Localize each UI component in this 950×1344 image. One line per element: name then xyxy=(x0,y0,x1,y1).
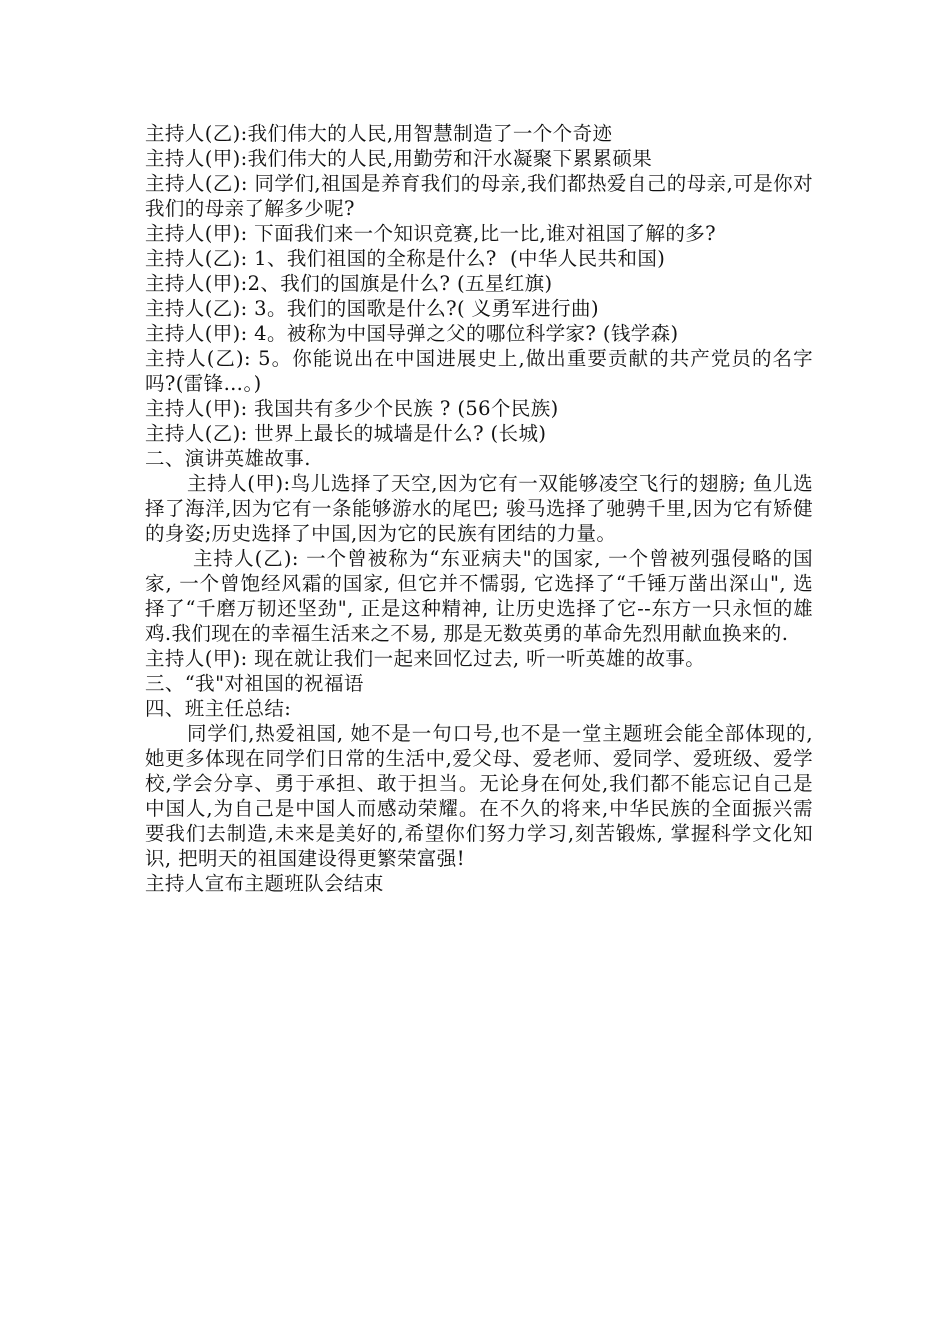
summary-paragraph: 同学们,热爱祖国, 她不是一句口号,也不是一堂主题班会能全部体现的,她更多体现在同学们日常的生活中,爱父母、爱老师、爱同学、爱班级、爱学校,学会分享、勇于承担、敢于担当。无论身在何处,我们都不能忘记自己是中国人,为自己是中国人而感动荣耀。在不久的将来,中华民族的全面振兴需要我们去制造,未来是美好的,希望你们努力学习,刻苦锻炼, 掌握科学文化知识, 把明天的祖国建设得更繁荣富强! xyxy=(145,722,813,870)
quiz-question: 主持人(甲): 我国共有多少个民族 ? (56个民族) xyxy=(145,397,559,420)
host-paragraph: 主持人(乙): 同学们,祖国是养育我们的母亲,我们都热爱自己的母亲,可是你对我们的母亲了解多少呢? xyxy=(145,172,813,220)
host-line: 主持人(甲):我们伟大的人民,用勤劳和汗水凝聚下累累硕果 xyxy=(145,147,653,170)
host-line: 主持人(甲): 现在就让我们一起来回忆过去, 听一听英雄的故事。 xyxy=(145,647,706,670)
speech-paragraph: 主持人(甲):鸟儿选择了天空,因为它有一双能够凌空飞行的翅膀; 鱼儿选择了海洋,因为它有一条能够游水的尾巴; 骏马选择了驰骋千里,因为它有矫健的身姿;历史选择了中国,因为它的民族有团结的力量。 xyxy=(145,472,813,545)
section-heading: 三、“我"对祖国的祝福语 xyxy=(145,672,364,695)
host-line: 主持人(乙):我们伟大的人民,用智慧制造了一个个奇迹 xyxy=(145,122,613,145)
quiz-question: 主持人(乙): 3。我们的国歌是什么?( 义勇军进行曲) xyxy=(145,297,599,320)
quiz-question: 主持人(甲):2、我们的国旗是什么? (五星红旗) xyxy=(145,272,553,295)
document-body xyxy=(145,121,813,896)
quiz-question: 主持人(甲): 4。被称为中国导弹之父的哪位科学家? (钱学森) xyxy=(145,322,679,345)
quiz-question: 主持人(乙): 5。你能说出在中国进展史上,做出重要贡献的共产党员的名字吗?(雷锋…。) xyxy=(145,347,813,395)
quiz-question: 主持人(乙): 世界上最长的城墙是什么? (长城) xyxy=(145,422,547,445)
quiz-question: 主持人(乙): 1、我们祖国的全称是什么? (中华人民共和国) xyxy=(145,247,666,270)
section-heading: 四、班主任总结: xyxy=(145,697,292,720)
section-heading: 二、演讲英雄故事. xyxy=(145,447,311,470)
closing-line: 主持人宣布主题班队会结束 xyxy=(145,872,384,895)
host-paragraph: 主持人(甲): 下面我们来一个知识竞赛,比一比,谁对祖国了解的多? xyxy=(145,222,717,245)
speech-paragraph: 主持人(乙): 一个曾被称为“东亚病夫"的国家, 一个曾被列强侵略的国家, 一个曾饱经风霜的国家, 但它并不懦弱, 它选择了“千锤万凿出深山", 选择了“千磨万韧还坚劲", 正是这种精神, 让历史选择了它--东方一只永恒的雄鸡.我们现在的幸福生活来之不易, 那是无数英勇的革命先烈用献血换来的. xyxy=(145,547,813,645)
